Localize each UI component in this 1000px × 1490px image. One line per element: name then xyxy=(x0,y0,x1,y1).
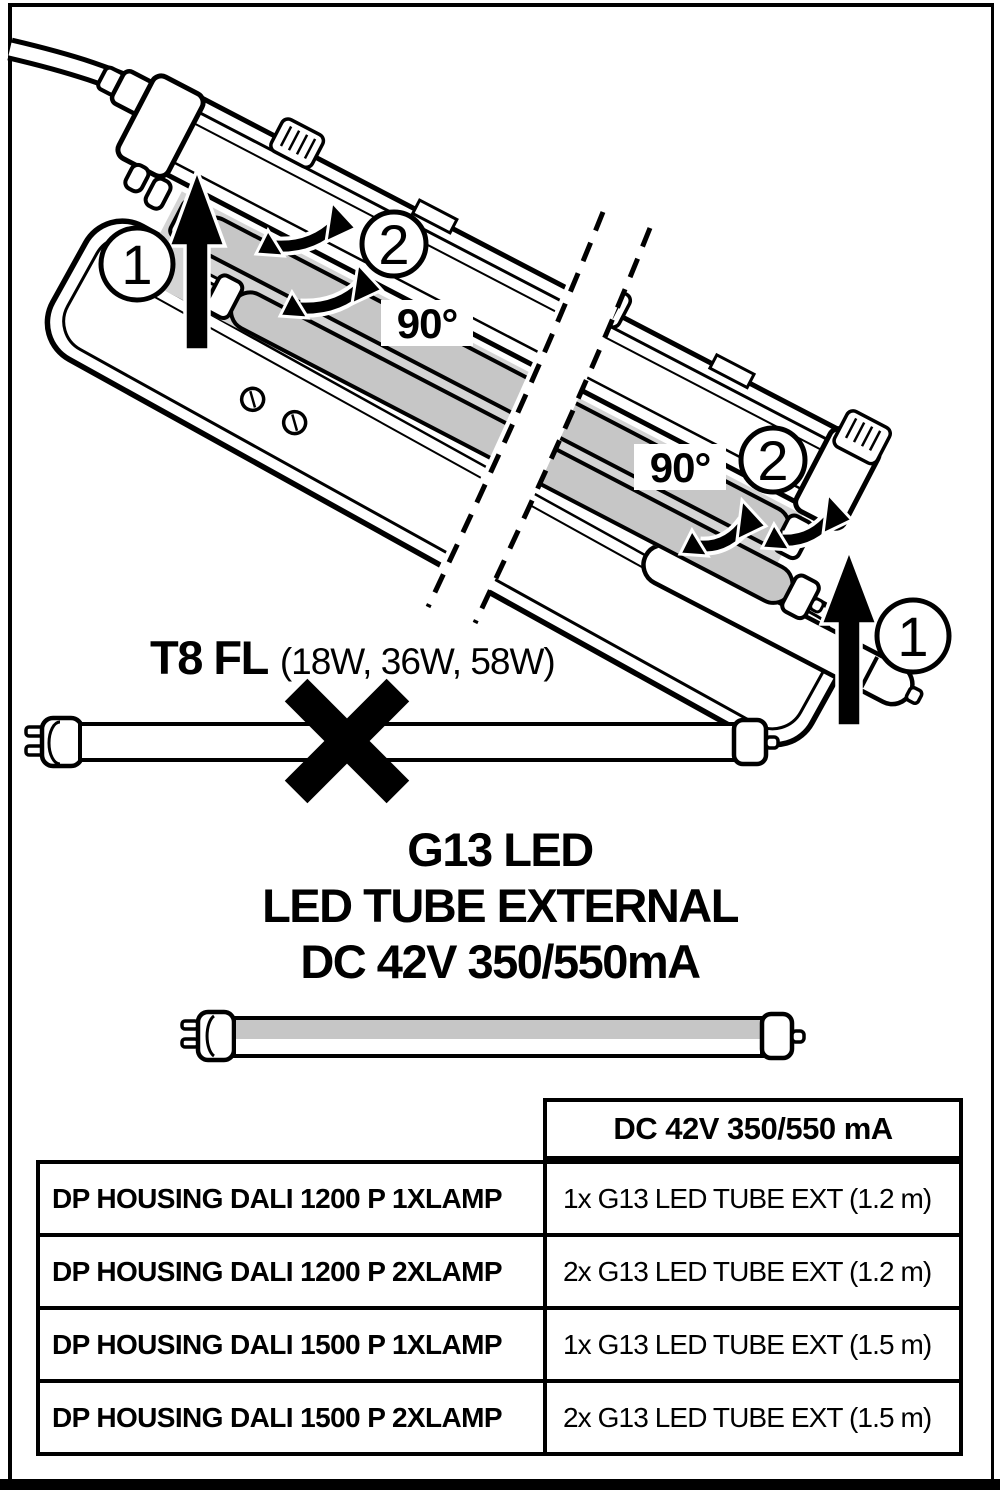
replacement-lamp-label xyxy=(100,822,900,990)
replacement-line-2: LED TUBE EXTERNAL xyxy=(262,879,738,932)
bottom-rule xyxy=(0,1479,1000,1490)
svg-text:2: 2 xyxy=(757,429,789,492)
housing-model-cell: DP HOUSING DALI 1200 P 2XLAMP xyxy=(40,1237,547,1306)
lamp-spec-cell: 2x G13 LED TUBE EXT (1.5 m) xyxy=(563,1401,932,1433)
table-row xyxy=(40,1164,959,1237)
step-1-badge-left xyxy=(101,228,173,300)
angle-label-right xyxy=(634,444,726,491)
forbidden-lamp-label xyxy=(150,630,555,685)
replacement-line-3: DC 42V 350/550mA xyxy=(300,935,700,988)
table-row xyxy=(40,1310,959,1383)
t8-fl-wattages: (18W, 36W, 58W) xyxy=(279,641,555,682)
replacement-line-1: G13 LED xyxy=(407,823,593,876)
housing-model-cell: DP HOUSING DALI 1500 P 2XLAMP xyxy=(40,1383,547,1452)
housing-model-cell: DP HOUSING DALI 1500 P 1XLAMP xyxy=(40,1310,547,1379)
table-header-dc-rating: DC 42V 350/550 mA xyxy=(543,1098,963,1160)
svg-text:1: 1 xyxy=(897,605,929,668)
svg-text:2: 2 xyxy=(378,213,410,276)
lamp-spec-cell: 1x G13 LED TUBE EXT (1.5 m) xyxy=(563,1328,932,1360)
compatibility-table xyxy=(36,1160,963,1456)
g13-led-tube-graphic xyxy=(182,1012,804,1060)
svg-text:90°: 90° xyxy=(649,444,711,491)
table-row xyxy=(40,1383,959,1452)
angle-label-left xyxy=(381,300,473,347)
step-2-badge-right xyxy=(741,428,805,492)
svg-text:90°: 90° xyxy=(396,300,458,347)
table-row xyxy=(40,1237,959,1310)
lamp-spec-cell: 1x G13 LED TUBE EXT (1.2 m) xyxy=(563,1182,932,1214)
lamp-spec-cell: 2x G13 LED TUBE EXT (1.2 m) xyxy=(563,1255,932,1287)
t8-fl-tube-graphic xyxy=(26,718,778,766)
t8-fl-title: T8 FL xyxy=(150,631,268,684)
housing-model-cell: DP HOUSING DALI 1200 P 1XLAMP xyxy=(40,1164,547,1233)
step-1-badge-right xyxy=(877,600,949,672)
step-2-badge-left xyxy=(362,212,426,276)
svg-text:1: 1 xyxy=(121,233,153,296)
